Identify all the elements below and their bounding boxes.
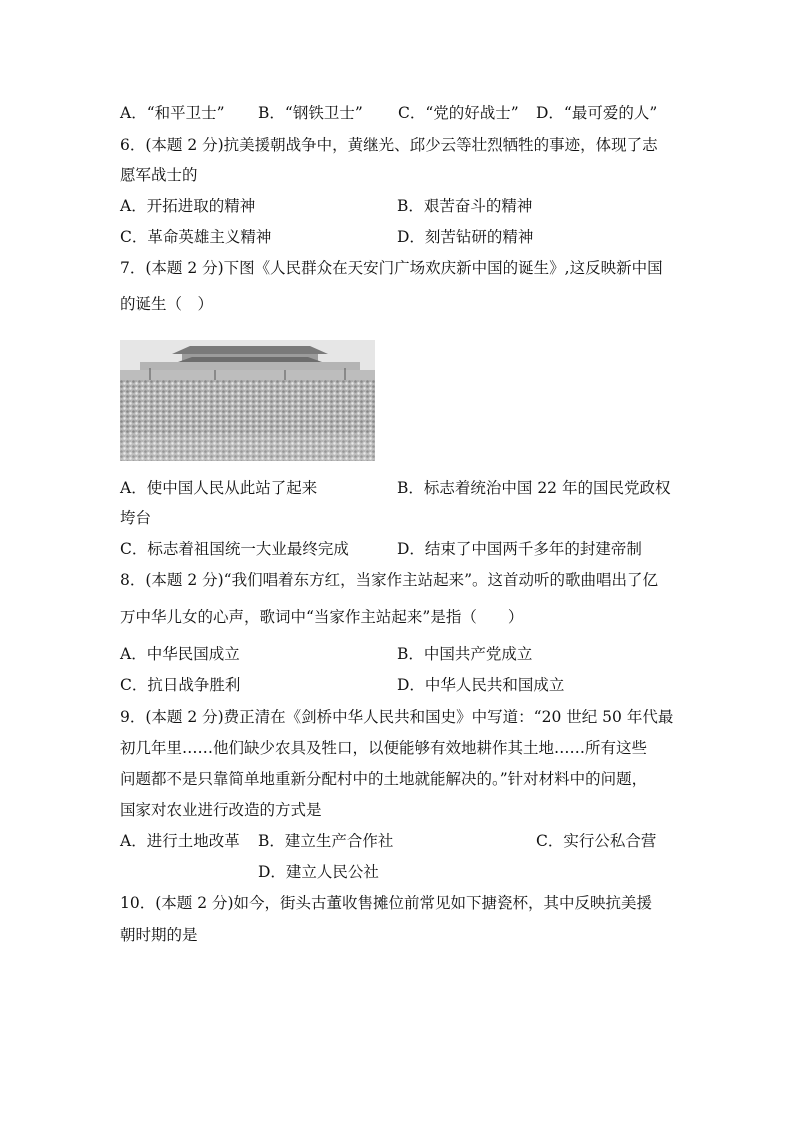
- tiananmen-photo-drawing: [120, 340, 375, 461]
- q9-stem-line4: 国家对农业进行改造的方式是: [120, 801, 322, 819]
- q8-option-c: C．抗日战争胜利: [120, 676, 241, 694]
- q6-option-a: A．开拓进取的精神: [120, 197, 256, 215]
- q7-option-b-continued: 垮台: [120, 509, 152, 527]
- q8-option-d: D．中华人民共和国成立: [397, 676, 565, 694]
- q9-option-d: D．建立人民公社: [258, 863, 379, 881]
- q10-stem-line2: 朝时期的是: [120, 926, 198, 944]
- q5-option-b: B．“钢铁卫士”: [258, 104, 363, 122]
- q5-option-c: C．“党的好战士”: [398, 104, 519, 122]
- q9-option-b: B．建立生产合作社: [258, 832, 394, 850]
- q9-option-c: C．实行公私合营: [536, 832, 657, 850]
- q9-stem-line3: 问题都不是只靠简单地重新分配村中的土地就能解决的。”针对材料中的问题，: [120, 770, 648, 788]
- q5-option-d: D．“最可爱的人”: [536, 104, 658, 122]
- q6-stem-line1: 6．(本题 2 分)抗美援朝战争中，黄继光、邱少云等壮烈牺牲的事迹，体现了志: [120, 136, 658, 154]
- q9-stem-line2: 初几年里……他们缺少农具及牲口，以便能够有效地耕作其土地……所有这些: [120, 739, 648, 757]
- q8-stem-line1: 8．(本题 2 分)“我们唱着东方红，当家作主站起来”。这首动听的歌曲唱出了亿: [120, 571, 659, 589]
- q7-option-c: C．标志着祖国统一大业最终完成: [120, 540, 349, 558]
- q5-option-a: A．“和平卫士”: [120, 104, 225, 122]
- q6-option-c: C．革命英雄主义精神: [120, 228, 272, 246]
- q6-option-b: B．艰苦奋斗的精神: [397, 197, 533, 215]
- q8-option-b: B．中国共产党成立: [397, 645, 533, 663]
- q7-option-d: D．结束了中国两千多年的封建帝制: [397, 540, 642, 558]
- q9-option-a: A．进行土地改革: [120, 832, 240, 850]
- q7-option-b: B．标志着统治中国 22 年的国民党政权: [397, 479, 671, 497]
- tiananmen-celebration-photo: [120, 340, 375, 461]
- q7-option-a: A．使中国人民从此站了起来: [120, 479, 318, 497]
- q10-stem-line1: 10．(本题 2 分)如今，街头古董收售摊位前常见如下搪瓷杯，其中反映抗美援: [120, 894, 653, 912]
- q6-stem-line2: 愿军战士的: [120, 166, 198, 184]
- q8-option-a: A．中华民国成立: [120, 645, 240, 663]
- q8-stem-line2: 万中华儿女的心声，歌词中“当家作主站起来”是指（ ）: [120, 608, 524, 626]
- q7-stem-line1: 7．(本题 2 分)下图《人民群众在天安门广场欢庆新中国的诞生》,这反映新中国: [120, 259, 663, 277]
- q7-stem-line2: 的诞生（ ）: [120, 295, 214, 313]
- q6-option-d: D．刻苦钻研的精神: [397, 228, 534, 246]
- q9-stem-line1: 9．(本题 2 分)费正清在《剑桥中华人民共和国史》中写道：“20 世纪 50 年代最: [120, 708, 674, 726]
